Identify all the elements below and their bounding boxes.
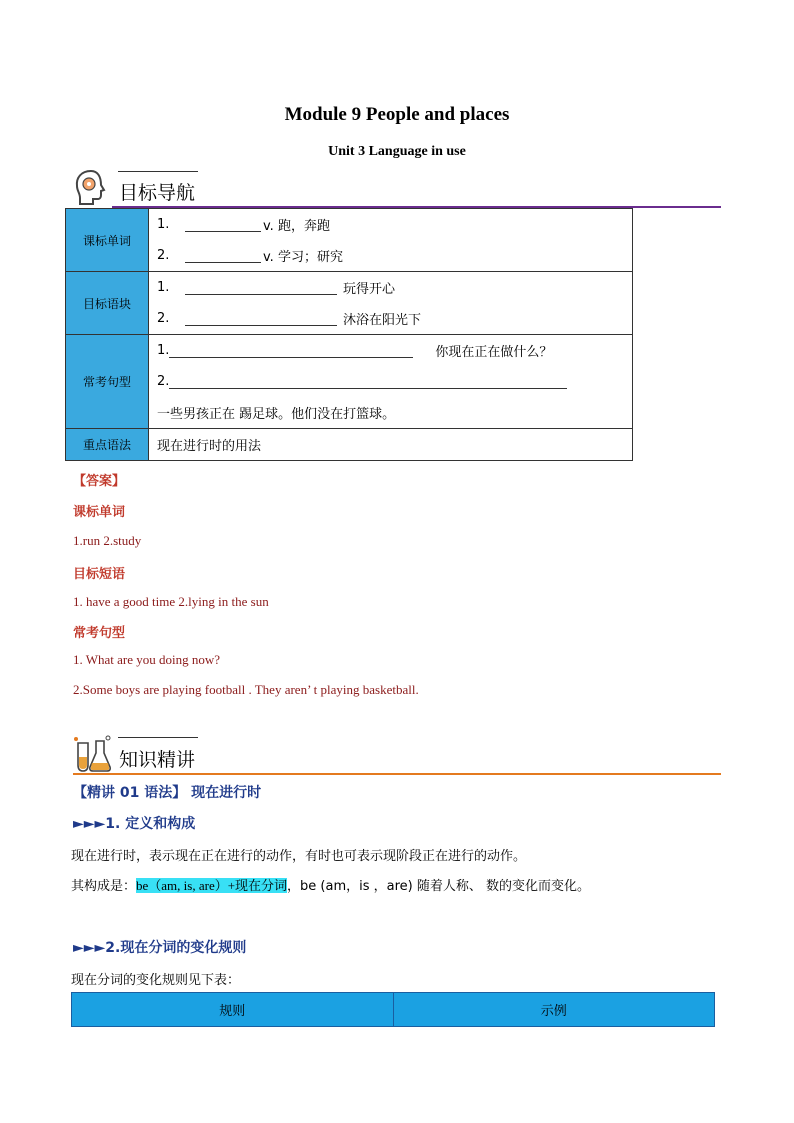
answer-blank[interactable] <box>185 248 261 263</box>
page-title: Module 9 People and places <box>284 104 510 125</box>
vocab-item: 2. v. 学习；研究 <box>157 248 343 265</box>
formation-text: 其构成是：be（am, is, are）+现在分词，be (am，is ，are) 随着人称、 数的变化而变化。 <box>71 878 591 894</box>
rules-table <box>71 992 715 1027</box>
phrase-label: 目标语块 <box>66 272 149 335</box>
section-divider <box>73 773 721 775</box>
answer-blank[interactable] <box>185 280 337 295</box>
answer-vocab: 1.run 2.study <box>73 533 142 548</box>
flask-icon <box>72 735 114 773</box>
grammar-cell: 现在进行时的用法 <box>149 429 633 461</box>
section-heading-knowledge: 知识精讲 <box>119 749 196 771</box>
sentence-cell <box>149 335 633 429</box>
vocab-cell <box>149 209 633 272</box>
definition-text: 现在进行时，表示现在正在进行的动作，有时也可表示现阶段正在进行的动作。 <box>71 849 527 864</box>
section-heading-goals: 目标导航 <box>119 182 196 204</box>
answer-blank[interactable] <box>169 374 567 389</box>
point-heading-2: ►►►2.现在分词的变化规则 <box>73 940 247 956</box>
answer-vocab-label: 课标单词 <box>73 505 126 520</box>
answer-blank[interactable] <box>169 343 413 358</box>
phrase-cell <box>149 272 633 335</box>
answer-sentence-label: 常考句型 <box>73 626 126 641</box>
lecture-title: 【精讲 01 语法】 现在进行时 <box>73 785 262 801</box>
head-gear-icon <box>73 168 109 206</box>
formation-highlight: be（am, is, are）+现在分词 <box>136 878 288 893</box>
answer-sentence-2: 2.Some boys are playing football . They aren’ t playing basketball. <box>73 682 419 697</box>
phrase-item: 1. 玩得开心 <box>157 280 396 297</box>
rules-header-example: 示例 <box>393 993 715 1027</box>
point-heading-1: ►►►1. 定义和构成 <box>73 816 196 832</box>
answer-phrase-label: 目标短语 <box>73 567 126 582</box>
answer-phrases: 1. have a good time 2.lying in the sun <box>73 594 269 609</box>
grammar-label: 重点语法 <box>66 429 149 461</box>
rules-header-rule: 规则 <box>72 993 394 1027</box>
vocab-label: 课标单词 <box>66 209 149 272</box>
answer-blank[interactable] <box>185 311 337 326</box>
vocab-item: 1. v. 跑，奔跑 <box>157 217 330 234</box>
overview-table <box>65 208 633 461</box>
phrase-item: 2. 沐浴在阳光下 <box>157 311 422 328</box>
section-header-rule <box>118 171 198 172</box>
answer-sentence-1: 1. What are you doing now? <box>73 652 221 667</box>
page-subtitle: Unit 3 Language in use <box>328 144 466 159</box>
section-header-rule <box>118 737 198 738</box>
sentence-label: 常考句型 <box>66 335 149 429</box>
sentence-item: 1. 你现在正在做什么？ <box>157 343 553 360</box>
table-intro: 现在分词的变化规则见下表： <box>71 973 241 988</box>
sentence-item: 2. <box>157 366 624 397</box>
answer-blank[interactable] <box>185 217 261 232</box>
sentence-translation: 一些男孩正在 踢足球。他们没在打篮球。 <box>157 407 396 422</box>
answer-label: 【答案】 <box>73 474 126 489</box>
